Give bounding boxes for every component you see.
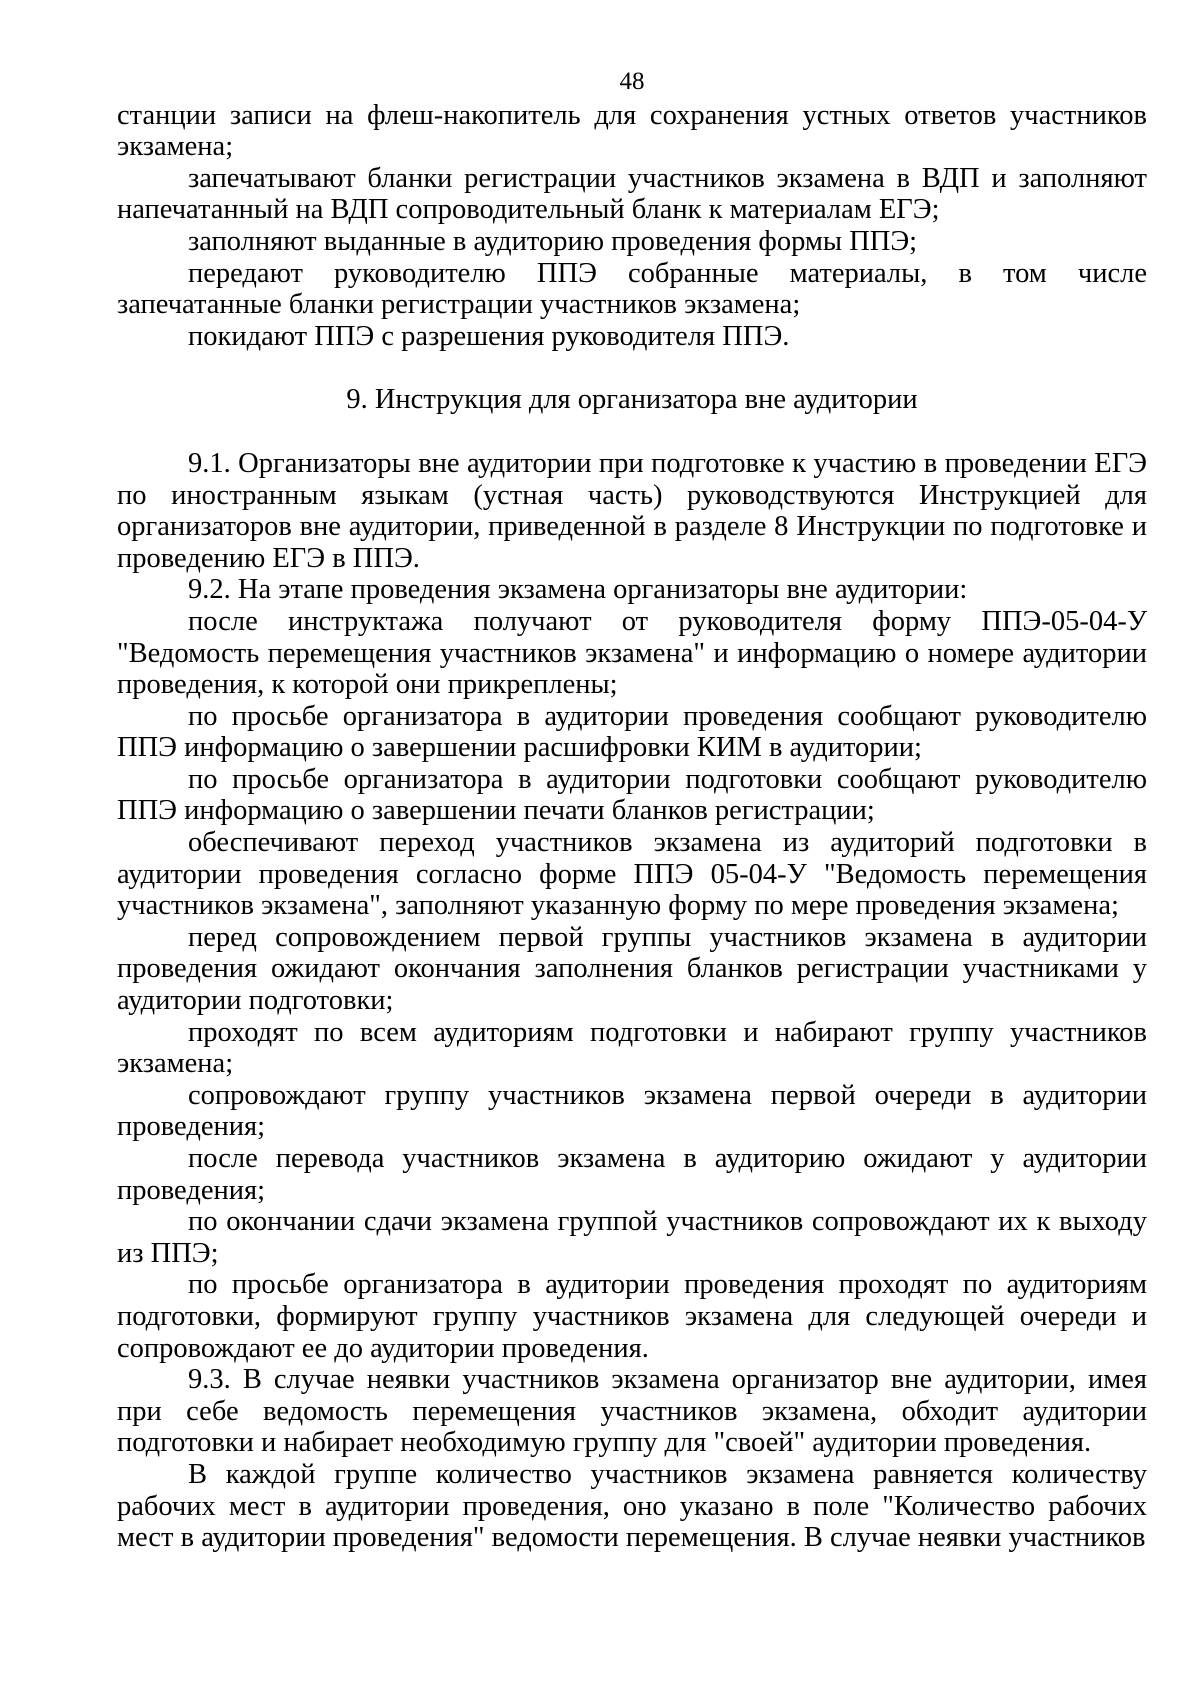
paragraphs-before (117, 100, 1147, 353)
paragraph: покидают ППЭ с разрешения руководителя ППЭ. (188, 320, 790, 352)
paragraph: станции записи на флеш-накопитель для сохранения устных ответов участников экзамена; (117, 99, 1147, 163)
paragraph: по просьбе организатора в аудитории проведения сообщают руководителю ППЭ информацию о завершении расшифровки КИМ в аудитории; (117, 700, 1147, 764)
paragraph: после перевода участников экзамена в аудиторию ожидают у аудитории проведения; (117, 1143, 1147, 1206)
paragraph: проходят по всем аудиториям подготовки и набирают группу участников экзамена; (117, 1016, 1147, 1080)
paragraph: по окончании сдачи экзамена группой участников сопровождают их к выходу из ППЭ; (117, 1206, 1147, 1269)
paragraph: передают руководителю ППЭ собранные материалы, в том числе запечатанные бланки регистрации участников экзамена; (117, 257, 1147, 321)
section-heading: 9. Инструкция для организатора вне аудитории (346, 384, 918, 416)
paragraph: запечатывают бланки регистрации участников экзамена в ВДП и заполняют напечатанный на ВДП сопроводительный бланк к материалам ЕГЭ; (117, 162, 1147, 226)
paragraph: после инструктажа получают от руководителя форму ППЭ-05-04-У "Ведомость перемещения участников экзамена" и информацию о номере аудитории проведения, к которой они прикреплены; (117, 605, 1147, 701)
paragraph: 9.3. В случае неявки участников экзамена организатор вне аудитории, имея при себе ведомость перемещения участников экзамена, обходит аудитории подготовки и набирает необходимую группу для "своей" аудитории проведения. (117, 1364, 1147, 1459)
paragraph: по просьбе организатора в аудитории подготовки сообщают руководителю ППЭ информацию о завершении печати бланков регистрации; (117, 763, 1147, 827)
paragraph: заполняют выданные в аудиторию проведения формы ППЭ; (188, 225, 918, 257)
paragraph: 9.1. Организаторы вне аудитории при подготовке к участию в проведении ЕГЭ по иностранным языкам (устная часть) руководствуются Инструкцией для организаторов вне аудитории, приведенной в разделе 8 Инструкции по подготовке и проведению ЕГЭ в ППЭ. (117, 447, 1147, 574)
page-number: 48 (619, 68, 645, 95)
paragraphs-after (117, 448, 1147, 1554)
paragraph: сопровождают группу участников экзамена первой очереди в аудитории проведения; (117, 1079, 1147, 1143)
paragraph: по просьбе организатора в аудитории проведения проходят по аудиториям подготовки, формируют группу участников экзамена для следующей очереди и сопровождают ее до аудитории проведения. (117, 1269, 1147, 1364)
paragraph: 9.2. На этапе проведения экзамена организаторы вне аудитории: (188, 574, 968, 606)
document-page (117, 66, 1147, 1554)
paragraph: обеспечивают переход участников экзамена из аудиторий подготовки в аудитории проведения согласно форме ППЭ 05-04-У "Ведомость перемещения участников экзамена", заполняют указанную форму по мере проведения экзамена; (117, 827, 1147, 922)
paragraph: перед сопровождением первой группы участников экзамена в аудитории проведения ожидают окончания заполнения бланков регистрации участниками у аудитории подготовки; (117, 921, 1147, 1017)
paragraph: В каждой группе количество участников экзамена равняется количеству рабочих мест в аудитории проведения, оно указано в поле "Количество рабочих мест в аудитории проведения" ведомости перемещения. В случае неявки участников (117, 1458, 1147, 1554)
